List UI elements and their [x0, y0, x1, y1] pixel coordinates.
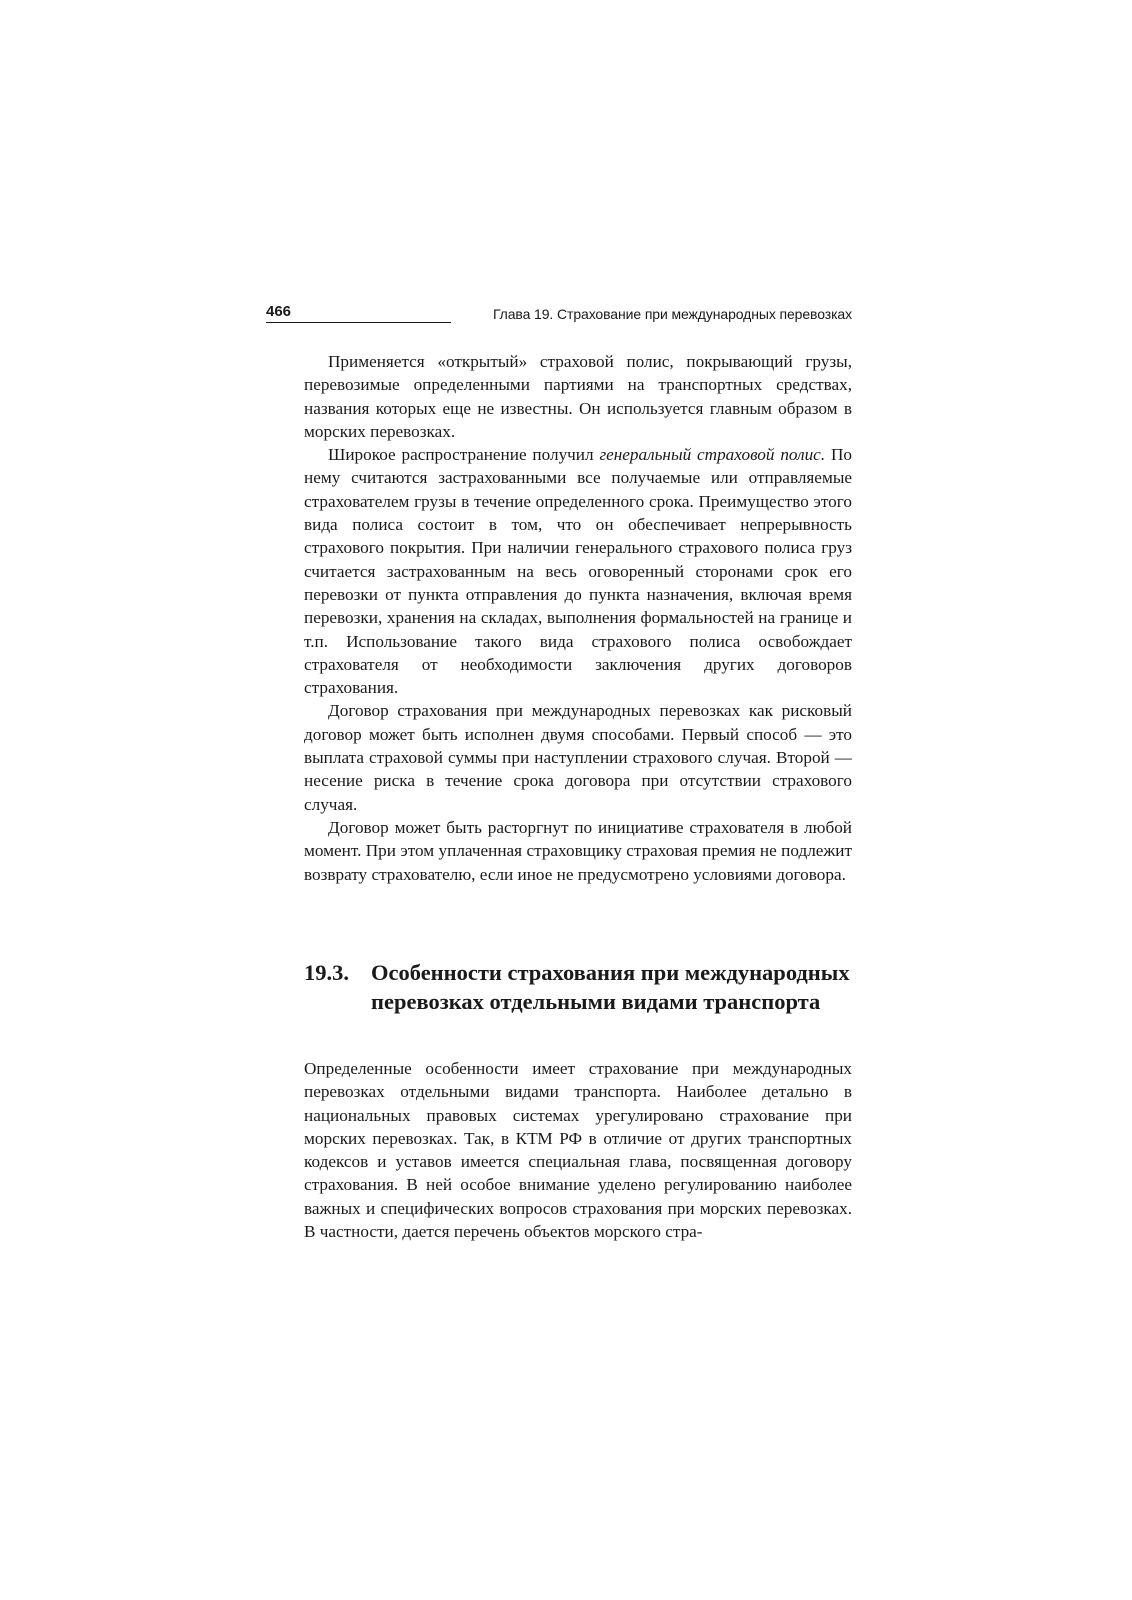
section-number: 19.3. — [304, 960, 349, 985]
paragraph-risk-contract: Договор страхования при международных перевозках как рисковый договор может быть исполнен двумя способами. Первый способ — это выплата страховой суммы при наступлении страхового случая. Второй — несение риска в течение срока договора при отсутствии страхового случая. — [304, 701, 852, 814]
term-general-policy: генеральный страховой полис. — [599, 445, 826, 465]
header-rule — [266, 322, 451, 323]
section-heading — [304, 958, 852, 1016]
running-head — [266, 303, 852, 329]
paragraph-general-policy-lead: Широкое распространение получил — [328, 445, 600, 465]
paragraph-transport-specifics: Определенные особенности имеет страхование при международных перевозках отдельными видами транспорта. Наиболее детально в национальных правовых системах урегулировано страхование при морских перевозках. Так, в КТМ РФ в отличие от других транспортных кодексов и уставов имеется специальная глава, посвященная договору страхования. В ней особое внимание уделено регулированию наиболее важных и специфических вопросов страхования при морских перевозках. В частности, дается перечень объектов морского стра- — [304, 1059, 852, 1242]
text-block-after-section — [304, 1057, 852, 1243]
paragraph-open-policy: Применяется «открытый» страховой полис, покрывающий грузы, перевозимые определенными партиями на транспортных средствах, названия которых еще не известны. Он используется главным образом в морских перевозках. — [304, 352, 852, 441]
page-number: 466 — [266, 303, 292, 320]
paragraph-general-policy-rest: По нему считаются застрахованными все получаемые или отправляемые страхователем грузы в течение определенного срока. Преимущество этого вида полиса состоит в том, что он обеспечивает непрерывность страхового покрытия. При наличии генерального страхового полиса груз считается застрахованным на весь оговоренный сторонами срок его перевозки от пункта отправления до пункта назначения, включая время перевозки, хранения на складах, выполнения формальностей на границе и т.п. Использование такого вида страхового полиса освобождает страхователя от необходимости заключения других договоров страхования. — [304, 445, 852, 698]
chapter-title: Глава 19. Страхование при международных перевозках — [492, 306, 852, 322]
section-title: Особенности страхования при международных перевозках отдельными видами транспорта — [371, 960, 850, 1014]
text-block-before-section — [304, 350, 852, 886]
paragraph-termination: Договор может быть расторгнут по инициативе страхователя в любой момент. При этом уплаченная страховщику страховая премия не подлежит возврату страхователю, если иное не предусмотрено условиями договора. — [304, 817, 852, 884]
paragraph-general-policy — [304, 443, 852, 699]
